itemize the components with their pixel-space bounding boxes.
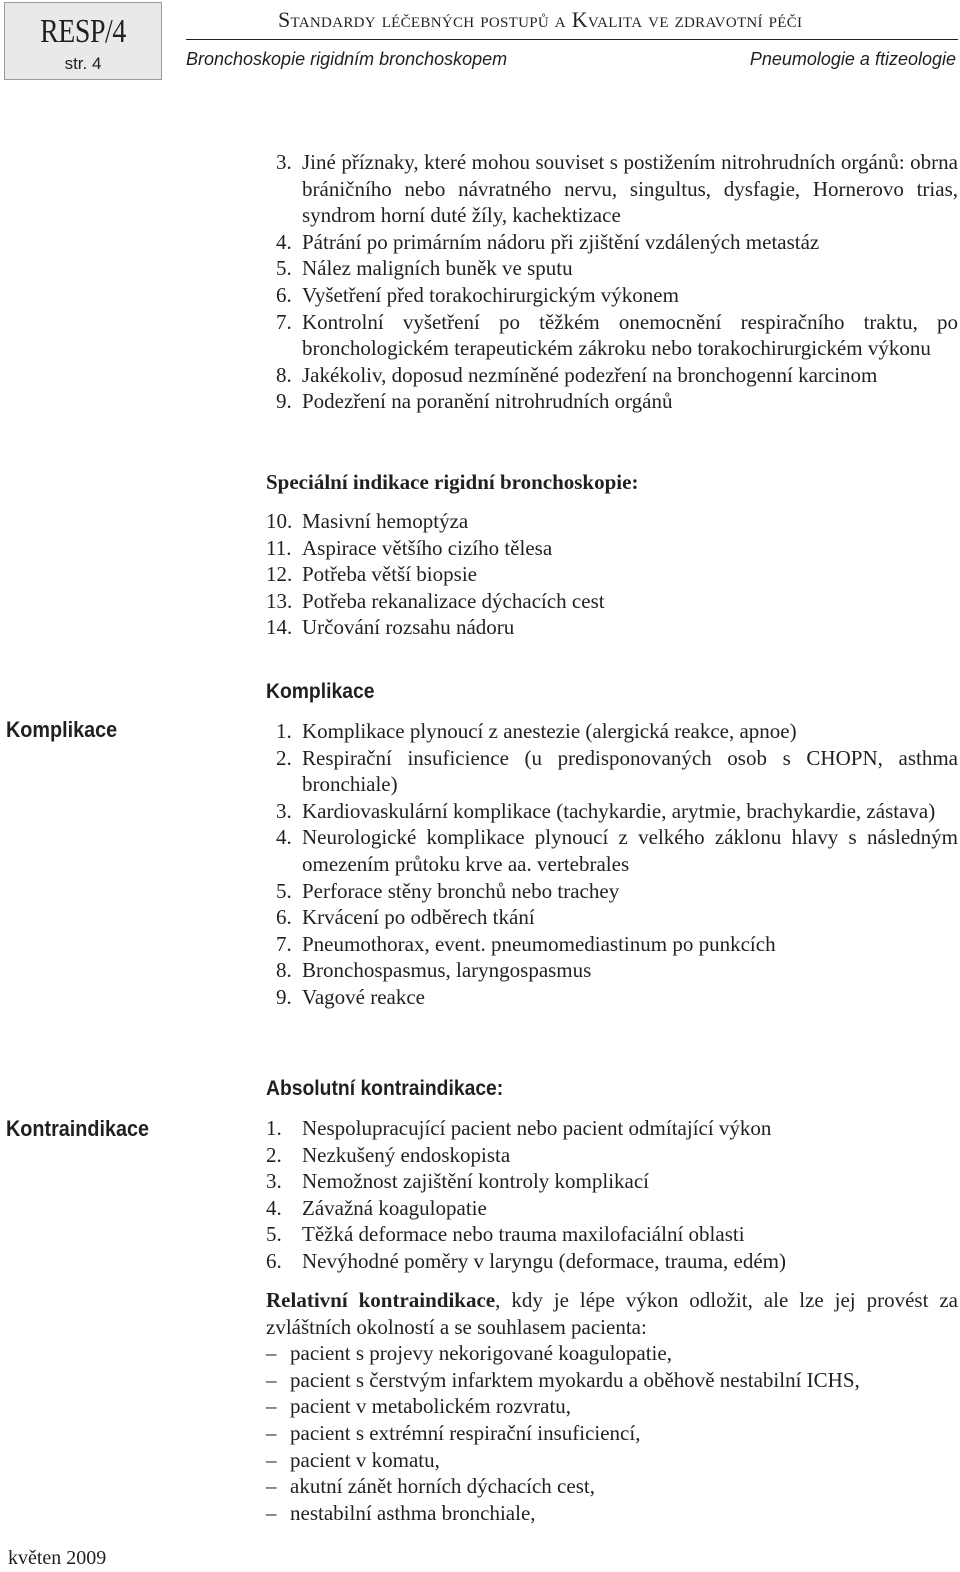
item-dash: – bbox=[266, 1394, 277, 1419]
item-text: Pneumothorax, event. pneumomediastinum po punkcích bbox=[302, 931, 776, 956]
relative-contraindications-label: Relativní kontraindikace bbox=[266, 1288, 496, 1312]
item-text: Nezkušený endoskopista bbox=[302, 1142, 511, 1167]
item-number: 5. bbox=[276, 878, 292, 903]
list-item bbox=[266, 362, 958, 389]
item-dash: – bbox=[266, 1474, 277, 1499]
special-indications-list bbox=[266, 508, 958, 641]
item-number: 7. bbox=[276, 931, 292, 956]
list-item bbox=[266, 1221, 958, 1248]
item-number: 8. bbox=[276, 362, 292, 387]
item-text: Bronchospasmus, laryngospasmus bbox=[302, 958, 592, 983]
item-text: Potřeba rekanalizace dýchacích cest bbox=[302, 588, 605, 613]
item-number: 6. bbox=[266, 1248, 282, 1273]
document-code: RESP/4 bbox=[40, 13, 126, 50]
list-item bbox=[266, 282, 958, 309]
list-item bbox=[266, 904, 958, 931]
item-text: Perforace stěny bronchů nebo trachey bbox=[302, 878, 620, 903]
item-text: Nespolupracující pacient nebo pacient odmítající výkon bbox=[302, 1116, 772, 1140]
item-text: Určování rozsahu nádoru bbox=[302, 615, 515, 640]
item-text: Těžká deformace nebo trauma maxilofaciální oblasti bbox=[302, 1222, 745, 1247]
list-item bbox=[266, 718, 958, 745]
relative-contraindications-list bbox=[266, 1340, 958, 1526]
list-item bbox=[266, 255, 958, 282]
special-indications-list-wrap bbox=[266, 508, 958, 641]
item-dash: – bbox=[266, 1420, 277, 1445]
item-text: Vagové reakce bbox=[302, 984, 426, 1009]
header-title: Standardy léčebných postupů a Kvalita ve zdravotní péči bbox=[278, 7, 803, 32]
relative-contraindications-section bbox=[266, 1287, 958, 1526]
list-item bbox=[266, 614, 958, 641]
item-number: 3. bbox=[276, 798, 292, 823]
item-text: Respirační insuficience (u predisponovaných osob s CHOPN, asthma bronchiale) bbox=[302, 745, 958, 797]
complications-side-label: Komplikace bbox=[6, 717, 118, 742]
list-item bbox=[266, 309, 958, 362]
page-badge bbox=[4, 2, 162, 80]
item-text: Masivní hemoptýza bbox=[302, 509, 469, 533]
item-number: 5. bbox=[266, 1222, 282, 1247]
item-number: 13. bbox=[266, 588, 293, 613]
list-item bbox=[266, 1248, 958, 1275]
list-item bbox=[266, 824, 958, 877]
item-text: Pátrání po primárním nádoru při zjištění vzdálených metastáz bbox=[302, 229, 820, 254]
complications-heading: Komplikace bbox=[266, 680, 375, 703]
item-text: Jiné příznaky, které mohou souviset s postižením nitrohrudních orgánů: obrna bráničního nebo návratného nervu, singultus, dysfagie, Hornerovo trias, syndrom horní duté žíly, kachektizace bbox=[302, 150, 958, 228]
list-item bbox=[266, 1340, 958, 1367]
complications-section bbox=[266, 679, 958, 705]
item-text: Nález maligních buněk ve sputu bbox=[302, 256, 573, 281]
item-text: Nevýhodné poměry v laryngu (deformace, trauma, edém) bbox=[302, 1248, 786, 1273]
list-item bbox=[266, 957, 958, 984]
complications-list-wrap bbox=[266, 718, 958, 1011]
item-text: Kardiovaskulární komplikace (tachykardie, arytmie, brachykardie, zástava) bbox=[302, 798, 936, 823]
item-number: 14. bbox=[266, 615, 293, 640]
item-text: pacient s extrémní respirační insuficiencí, bbox=[290, 1420, 641, 1445]
indications-list bbox=[266, 149, 958, 415]
item-number: 9. bbox=[276, 389, 292, 414]
absolute-contraindications-heading: Absolutní kontraindikace: bbox=[266, 1077, 504, 1100]
list-item bbox=[266, 1142, 958, 1169]
item-number: 3. bbox=[266, 1169, 282, 1194]
item-text: akutní zánět horních dýchacích cest, bbox=[290, 1474, 595, 1499]
special-indications-heading: Speciální indikace rigidní bronchoskopie: bbox=[266, 470, 639, 494]
item-text: Komplikace plynoucí z anestezie (alergická reakce, apnoe) bbox=[302, 719, 797, 743]
item-text: Vyšetření před torakochirurgickým výkonem bbox=[302, 282, 679, 307]
item-dash: – bbox=[266, 1367, 277, 1392]
page-number: str. 4 bbox=[64, 54, 102, 73]
list-item bbox=[266, 388, 958, 415]
item-number: 4. bbox=[276, 229, 292, 254]
item-number: 3. bbox=[276, 150, 292, 174]
list-item bbox=[266, 1393, 958, 1420]
list-item bbox=[266, 508, 958, 535]
item-dash: – bbox=[266, 1447, 277, 1472]
item-text: Jakékoliv, doposud nezmíněné podezření na bronchogenní karcinom bbox=[302, 362, 878, 387]
list-item bbox=[266, 1367, 958, 1394]
list-item bbox=[266, 798, 958, 825]
item-number: 6. bbox=[276, 905, 292, 930]
relative-contraindications-intro bbox=[266, 1287, 958, 1340]
list-item bbox=[266, 1195, 958, 1222]
list-item bbox=[266, 745, 958, 798]
contraindications-side-label: Kontraindikace bbox=[6, 1116, 150, 1141]
item-number: 4. bbox=[266, 1195, 282, 1220]
item-number: 11. bbox=[266, 535, 292, 560]
absolute-contraindications-list bbox=[266, 1115, 958, 1275]
header-divider bbox=[186, 39, 958, 40]
indications-section bbox=[266, 149, 958, 415]
item-text: Neurologické komplikace plynoucí z velkého záklonu hlavy s následným omezením průtoku krve aa. vertebrales bbox=[302, 825, 958, 876]
list-item bbox=[266, 1420, 958, 1447]
item-text: pacient v komatu, bbox=[290, 1447, 440, 1472]
item-number: 7. bbox=[276, 309, 292, 334]
item-number: 1. bbox=[276, 719, 292, 743]
item-text: Nemožnost zajištění kontroly komplikací bbox=[302, 1169, 650, 1194]
list-item bbox=[266, 535, 958, 562]
item-number: 12. bbox=[266, 562, 293, 587]
item-number: 8. bbox=[276, 958, 292, 983]
list-item bbox=[266, 1473, 958, 1500]
item-number: 5. bbox=[276, 256, 292, 281]
list-item bbox=[266, 878, 958, 905]
list-item bbox=[266, 931, 958, 958]
item-number: 2. bbox=[276, 745, 292, 770]
list-item bbox=[266, 229, 958, 256]
item-dash: – bbox=[266, 1500, 277, 1525]
complications-list bbox=[266, 718, 958, 1011]
item-dash: – bbox=[266, 1341, 277, 1366]
item-text: Podezření na poranění nitrohrudních orgánů bbox=[302, 389, 673, 414]
footer-date: květen 2009 bbox=[8, 1547, 107, 1569]
item-number: 1. bbox=[266, 1116, 282, 1140]
relative-contraindications-text: , kdy je lépe výkon odložit, ale lze jej provést za zvláštních okolností a se souhlasem pacienta: bbox=[266, 1288, 958, 1339]
item-text: Potřeba větší biopsie bbox=[302, 562, 477, 587]
list-item bbox=[266, 149, 958, 229]
header-subtitle-right: Pneumologie a ftizeologie bbox=[749, 49, 956, 69]
item-text: pacient s čerstvým infarktem myokardu a oběhově nestabilní ICHS, bbox=[290, 1367, 860, 1392]
header-subtitle-left: Bronchoskopie rigidním bronchoskopem bbox=[186, 49, 508, 69]
item-number: 10. bbox=[266, 509, 293, 533]
absolute-contraindications-section bbox=[266, 1076, 958, 1102]
item-number: 2. bbox=[266, 1142, 282, 1167]
item-number: 9. bbox=[276, 984, 292, 1009]
item-text: Závažná koagulopatie bbox=[302, 1195, 487, 1220]
item-text: Kontrolní vyšetření po těžkém onemocnění respiračního traktu, po bronchologickém terapeutickém zákroku nebo torakochirurgickém výkonu bbox=[302, 309, 958, 361]
item-number: 4. bbox=[276, 825, 292, 850]
item-text: pacient v metabolickém rozvratu, bbox=[290, 1394, 572, 1419]
item-text: Krvácení po odběrech tkání bbox=[302, 905, 535, 930]
special-indications-section bbox=[266, 469, 958, 495]
item-number: 6. bbox=[276, 282, 292, 307]
item-text: pacient s projevy nekorigované koagulopatie, bbox=[290, 1341, 672, 1366]
list-item bbox=[266, 1115, 958, 1142]
list-item bbox=[266, 561, 958, 588]
list-item bbox=[266, 984, 958, 1011]
absolute-contraindications-list-wrap bbox=[266, 1115, 958, 1275]
list-item bbox=[266, 1168, 958, 1195]
item-text: nestabilní asthma bronchiale, bbox=[290, 1500, 536, 1525]
item-text: Aspirace většího cizího tělesa bbox=[302, 535, 553, 560]
list-item bbox=[266, 1447, 958, 1474]
list-item bbox=[266, 588, 958, 615]
list-item bbox=[266, 1500, 958, 1527]
